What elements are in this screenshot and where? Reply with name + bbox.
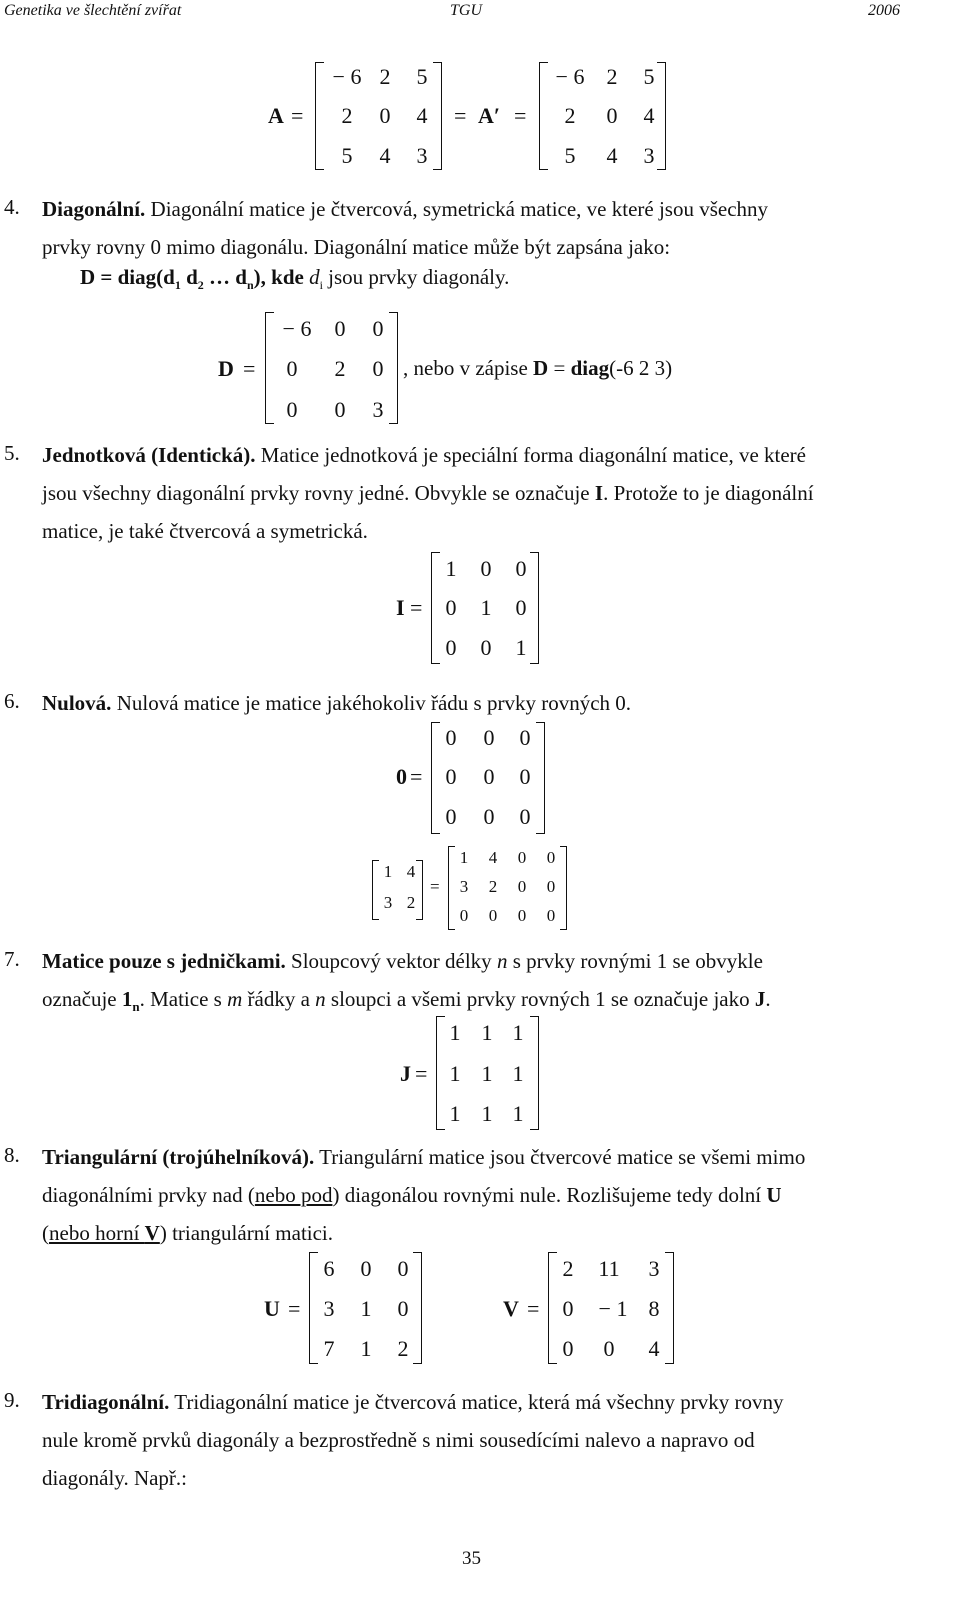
bracket-left [431, 722, 440, 834]
matrix-cell: 3 [648, 1256, 660, 1281]
underlined-text: nebo pod [254, 1183, 333, 1207]
matrix-cell: 1 [449, 1020, 461, 1045]
matrix-cell: 1 [480, 595, 492, 620]
matrix-j-label: J [400, 1061, 411, 1086]
equals-sign: = [410, 764, 423, 789]
matrix-cell: 1 [515, 635, 527, 660]
formula-sub: n [246, 278, 254, 293]
formula-sub: n [132, 999, 140, 1015]
header-right: 2006 [868, 2, 900, 19]
bracket-right [657, 62, 666, 170]
matrix-cell: 4 [379, 143, 391, 168]
section-title: Nulová. [42, 691, 112, 715]
paragraph-text: prvky rovny 0 mimo diagonálu. Diagonální matice může být zapsána jako: [42, 235, 671, 259]
matrix-i-label: I [396, 595, 405, 620]
section-title: Triangulární (trojúhelníková). [42, 1145, 315, 1169]
formula-var: m [227, 987, 243, 1011]
bracket-left [539, 62, 548, 170]
section-number: 7. [4, 947, 20, 971]
matrix-cell: 0 [519, 764, 531, 789]
matrix-cell: 0 [445, 725, 457, 750]
section-number: 9. [4, 1388, 20, 1412]
note-sym: diag [570, 356, 610, 380]
formula-text: D = diag(d [80, 265, 175, 289]
symbol: 1 [121, 987, 133, 1011]
matrix-cell: 0 [517, 877, 527, 896]
matrix-cell: 0 [562, 1296, 574, 1321]
symbol: I [594, 481, 604, 505]
matrix-cell: 8 [648, 1296, 660, 1321]
matrix-cell: 0 [606, 103, 618, 128]
formula-var: n [315, 987, 326, 1011]
note-text: = [548, 356, 571, 380]
section-5-text [42, 436, 942, 550]
header-center: TGU [450, 2, 483, 19]
matrix-cell: 0 [397, 1256, 409, 1281]
bracket-left [309, 1252, 318, 1364]
formula-var: d [309, 265, 320, 289]
matrix-cell: 0 [515, 556, 527, 581]
bracket-right [530, 1016, 539, 1130]
matrix-cell: 1 [512, 1061, 524, 1086]
underlined-text: nebo horní [49, 1221, 145, 1245]
paragraph-text: Matice jednotková je speciální forma diagonální matice, ve které [255, 443, 806, 467]
section-title: Diagonální. [42, 197, 146, 221]
paragraph-text: Triangulární matice jsou čtvercové matice se všemi mimo [314, 1145, 806, 1169]
bracket-right [665, 1252, 674, 1364]
matrix-cell: 0 [488, 906, 498, 925]
note-sym: D [533, 356, 549, 380]
matrix-zero-label: 0 [396, 764, 407, 789]
header-left: Genetika ve šlechtění zvířat [4, 2, 182, 19]
matrix-cell: 3 [643, 143, 655, 168]
paragraph-text: diagonály. Např.: [42, 1466, 188, 1490]
matrix-cell: 0 [546, 848, 556, 867]
matrix-cell: 2 [379, 64, 391, 89]
matrix-d-label: D [218, 356, 234, 381]
symbol: J [754, 987, 766, 1011]
matrix-cell: 2 [488, 877, 498, 896]
matrix-cell: 0 [519, 725, 531, 750]
equals-sign: = [291, 103, 304, 128]
paragraph-text: nule kromě prvků diagonály a bezprostředně s nimi sousedícími nalevo a napravo od [42, 1428, 755, 1452]
matrix-cell: 0 [603, 1336, 615, 1361]
matrix-cell: 0 [372, 316, 384, 341]
matrix-cell: 0 [480, 635, 492, 660]
bracket-left [448, 846, 455, 930]
paragraph-text: ) diagonálou rovnými nule. Rozlišujeme tedy dolní [332, 1183, 767, 1207]
matrix-cell: 0 [546, 877, 556, 896]
matrix-cell: 2 [341, 103, 353, 128]
matrix-cell: 2 [397, 1336, 409, 1361]
matrix-cell: 0 [379, 103, 391, 128]
paragraph-text: sloupci a všemi prvky rovných 1 se označuje jako [325, 987, 755, 1011]
paragraph-text: s prvky rovnými 1 se obvykle [507, 949, 763, 973]
matrix-cell: 0 [372, 356, 384, 381]
matrix-cell: 0 [480, 556, 492, 581]
matrix-cell: 1 [512, 1101, 524, 1126]
matrix-cell: 0 [360, 1256, 372, 1281]
matrix-cell: 4 [416, 103, 428, 128]
matrix-cell: 4 [606, 143, 618, 168]
matrix-u-label: U [264, 1296, 280, 1321]
matrix-a-transpose-label: A′ [478, 103, 501, 128]
bracket-left [431, 552, 440, 664]
section-8-text [42, 1138, 942, 1252]
matrix-cell: 0 [546, 906, 556, 925]
matrix-cell: − 1 [598, 1296, 628, 1321]
bracket-right [416, 860, 423, 920]
matrix-cell: 0 [445, 595, 457, 620]
section-number: 6. [4, 689, 20, 713]
matrix-cell: 5 [564, 143, 576, 168]
paragraph-text: . Matice s [139, 987, 228, 1011]
formula-sub: 2 [197, 278, 204, 293]
paragraph-text: matice, je také čtvercová a symetrická. [42, 519, 368, 543]
matrix-cell: 0 [286, 356, 298, 381]
section-title: Tridiagonální. [42, 1390, 170, 1414]
matrix-cell: 6 [323, 1256, 335, 1281]
bracket-right [413, 1252, 422, 1364]
paragraph-text: jsou všechny diagonální prvky rovny jedné. Obvykle se označuje [42, 481, 595, 505]
formula-text: … d [203, 265, 247, 289]
matrix-cell: 3 [416, 143, 428, 168]
matrix-cell: 1 [360, 1296, 372, 1321]
formula-text: ), kde [253, 265, 310, 289]
matrix-cell: 7 [323, 1336, 335, 1361]
matrix-cell: 1 [449, 1101, 461, 1126]
matrix-cell: 5 [416, 64, 428, 89]
matrix-cell: 0 [483, 804, 495, 829]
section-6-text [42, 684, 942, 722]
matrix-cell: 1 [459, 848, 469, 867]
bracket-right [560, 846, 567, 930]
section-number: 8. [4, 1143, 20, 1167]
matrix-cell: 0 [515, 595, 527, 620]
paragraph-text: Nulová matice je matice jakéhokoliv řádu s prvky rovných 0. [111, 691, 632, 715]
section-7-text: Matice pouze s jedničkami. Sloupcový vektor délky n s prvky rovnými 1 se obvykle označuje $1_n$. Matice s m řádky a n sloupci a všemi prvky rovných 1 se označuje jako J. [42, 949, 771, 1015]
matrix-cell: 3 [372, 397, 384, 422]
matrix-cell: 3 [323, 1296, 335, 1321]
matrix-cell: 4 [406, 862, 416, 881]
matrix-cell: 1 [449, 1061, 461, 1086]
matrix-cell: 1 [383, 862, 393, 881]
matrix-cell: − 6 [282, 316, 312, 341]
matrix-cell: 0 [459, 906, 469, 925]
note-text: (-6 2 3) [609, 356, 673, 380]
equals-sign: = [430, 877, 440, 896]
matrix-cell: 0 [562, 1336, 574, 1361]
equals-sign: = [514, 103, 527, 128]
matrix-cell: 4 [488, 848, 498, 867]
matrix-cell: − 6 [555, 64, 585, 89]
symbol: V [144, 1221, 160, 1245]
note-text: , nebo v zápise [403, 356, 534, 380]
matrix-cell: 4 [643, 103, 655, 128]
section-title: Matice pouze s jedničkami. [42, 949, 286, 973]
section-number: 4. [4, 195, 20, 219]
section-title: Jednotková (Identická). [42, 443, 256, 467]
matrix-cell: 0 [445, 804, 457, 829]
matrix-cell: 4 [648, 1336, 660, 1361]
symbol: U [766, 1183, 782, 1207]
matrix-cell: 0 [445, 635, 457, 660]
equals-sign: = [527, 1296, 540, 1321]
bracket-left [548, 1252, 557, 1364]
matrix-cell: 1 [481, 1020, 493, 1045]
bracket-left [315, 62, 324, 170]
bracket-left [436, 1016, 445, 1130]
matrix-d-note [403, 356, 672, 381]
paragraph-text: Tridiagonální matice je čtvercová matice, která má všechny prvky rovny [169, 1390, 784, 1414]
formula-sub: i [319, 278, 323, 293]
equals-sign: = [288, 1296, 301, 1321]
matrix-cell: 2 [406, 893, 416, 912]
paragraph-text: diagonálními prvky nad ( [42, 1183, 255, 1207]
matrix-cell: 2 [562, 1256, 574, 1281]
paragraph-text: řádky a [242, 987, 316, 1011]
matrix-cell: 1 [360, 1336, 372, 1361]
matrix-cell: 2 [606, 64, 618, 89]
matrix-cell: 2 [334, 356, 346, 381]
matrix-cell: 0 [519, 804, 531, 829]
matrix-cell: 2 [564, 103, 576, 128]
equals-sign: = [410, 595, 423, 620]
matrix-cell: 0 [334, 316, 346, 341]
bracket-left [372, 860, 379, 920]
bracket-right [536, 722, 545, 834]
bracket-right [389, 312, 398, 424]
matrix-cell: 0 [397, 1296, 409, 1321]
equals-sign: = [415, 1061, 428, 1086]
equals-sign: = [454, 103, 467, 128]
bracket-left [265, 312, 274, 424]
matrix-cell: 0 [445, 764, 457, 789]
matrix-cell: 3 [383, 893, 393, 912]
matrix-cell: 0 [517, 848, 527, 867]
matrix-cell: 5 [341, 143, 353, 168]
matrix-cell: 1 [512, 1020, 524, 1045]
equals-sign: = [243, 356, 256, 381]
matrix-v-label: V [503, 1296, 519, 1321]
page-number: 35 [462, 1548, 481, 1569]
matrix-cell: 0 [517, 906, 527, 925]
formula-sub: 1 [174, 278, 181, 293]
matrix-cell: − 6 [332, 64, 362, 89]
matrix-cell: 1 [445, 556, 457, 581]
matrix-cell: 0 [483, 764, 495, 789]
section-9-text [42, 1383, 942, 1497]
paragraph-text: Sloupcový vektor délky [285, 949, 497, 973]
bracket-right [530, 552, 539, 664]
formula-text: d [180, 265, 198, 289]
matrix-cell: 0 [286, 397, 298, 422]
paragraph-text: označuje [42, 987, 122, 1011]
formula-text: jsou prvky diagonály. [322, 265, 510, 289]
paragraph-text: Diagonální matice je čtvercová, symetrická matice, ve které jsou všechny [145, 197, 769, 221]
section-4-text [42, 190, 942, 266]
matrix-a-label: A [268, 103, 284, 128]
paragraph-text: . Protože to je diagonální [603, 481, 814, 505]
bracket-right [433, 62, 442, 170]
matrix-cell: 11 [598, 1256, 620, 1281]
paragraph-text: ) triangulární matici. [159, 1221, 334, 1245]
matrix-cell: 5 [643, 64, 655, 89]
paragraph-text: ( [42, 1221, 49, 1245]
matrix-cell: 1 [481, 1101, 493, 1126]
matrix-cell: 0 [334, 397, 346, 422]
matrix-cell: 0 [483, 725, 495, 750]
matrix-cell: 1 [481, 1061, 493, 1086]
matrix-cell: 3 [459, 877, 469, 896]
section-number: 5. [4, 441, 20, 465]
formula-var: n [496, 949, 508, 973]
diag-formula [80, 258, 509, 304]
